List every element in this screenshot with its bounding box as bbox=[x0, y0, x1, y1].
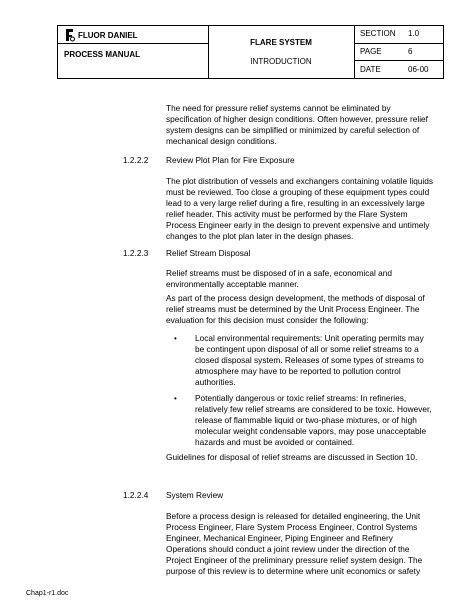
section-paragraph bbox=[166, 511, 422, 577]
text-line: Operations should conduct a joint review under the direction of the bbox=[166, 544, 410, 554]
section-paragraph bbox=[166, 293, 425, 326]
text-line: must be reviewed. Too close a grouping of these equipment types could bbox=[166, 187, 430, 197]
text-line: atmosphere may have to be reported to pollution control bbox=[195, 366, 401, 376]
section-number: 1.2.2.3 bbox=[123, 248, 149, 258]
section-value: 1.0 bbox=[408, 29, 420, 38]
section-number: 1.2.2.4 bbox=[123, 490, 149, 500]
text-line: mechanical design conditions. bbox=[166, 136, 277, 146]
text-line: Potentially dangerous or toxic relief streams: In refineries, bbox=[195, 393, 407, 403]
text-line: relief header. This activity must be performed by the Flare System bbox=[166, 209, 408, 219]
text-line: Engineer, Mechanical Engineer, Piping Engineer and Refinery bbox=[166, 533, 393, 543]
section-label: SECTION bbox=[360, 29, 396, 38]
text-line: system designs can be simplified or minimized by careful selection of bbox=[166, 125, 420, 135]
text-line: closed disposal system. Releases of some types of streams to bbox=[195, 355, 424, 365]
page-label: PAGE bbox=[360, 47, 382, 56]
footer-filename: Chap1-r1.doc bbox=[26, 590, 69, 597]
section-title: System Review bbox=[166, 490, 224, 500]
text-line: molecular weight condensable vapors, may pose unacceptable bbox=[195, 426, 427, 436]
text-line: environmentally acceptable manner. bbox=[166, 279, 299, 289]
bullet-icon: • bbox=[174, 334, 177, 343]
text-line: Before a process design is released for detailed engineering, the Unit bbox=[166, 511, 421, 521]
text-line: relief streams must be determined by the Unit Process Engineer. The bbox=[166, 304, 420, 314]
text-line: The plot distribution of vessels and exchangers containing volatile liquids bbox=[166, 176, 434, 186]
text-line: be contingent upon disposal of all or some relief streams to a bbox=[195, 344, 419, 354]
section-paragraph bbox=[166, 176, 433, 242]
text-line: relatively few relief streams are considered to be toxic. However, bbox=[195, 404, 432, 414]
bullet-item bbox=[195, 393, 432, 448]
intro-paragraph bbox=[166, 103, 428, 147]
manual-name: PROCESS MANUAL bbox=[64, 50, 141, 59]
text-line: specification of higher design conditions. Often however, pressure relief bbox=[166, 114, 428, 124]
text-line: hazards and must be avoided or contained. bbox=[195, 437, 355, 447]
header-divider bbox=[354, 43, 443, 44]
text-line: evaluation for this decision must consider the following: bbox=[166, 315, 369, 325]
text-line: The need for pressure relief systems cannot be eliminated by bbox=[166, 103, 391, 113]
text-line: As part of the process design development, the methods of disposal of bbox=[166, 293, 425, 303]
text-line: authorities. bbox=[195, 377, 236, 387]
header-divider bbox=[58, 43, 208, 44]
text-line: changes to the plot plan later in the design phases. bbox=[166, 231, 354, 241]
document-header bbox=[57, 25, 444, 79]
text-line: Project Engineer of the preliminary pressure relief system design. The bbox=[166, 555, 423, 565]
section-title: Review Plot Plan for Fire Exposure bbox=[166, 155, 295, 165]
date-label: DATE bbox=[360, 65, 381, 74]
section-title: Relief Stream Disposal bbox=[166, 248, 251, 258]
text-line: Process Engineer early in the design to prevent expensive and untimely bbox=[166, 220, 430, 230]
section-paragraph bbox=[166, 268, 392, 290]
text-line: release of flammable liquid or two-phase mixtures, or of high bbox=[195, 415, 417, 425]
bullet-icon: • bbox=[174, 394, 177, 403]
page-value: 6 bbox=[408, 47, 413, 56]
doc-title: FLARE SYSTEM bbox=[250, 38, 312, 47]
text-line: purpose of this review is to determine where unit economics or safety bbox=[166, 566, 421, 576]
section-number: 1.2.2.2 bbox=[123, 155, 149, 165]
doc-subtitle: INTRODUCTION bbox=[250, 57, 312, 66]
text-line: Local environmental requirements: Unit operating permits may bbox=[195, 333, 424, 343]
text-line: Process Engineer, Flare System Process Engineer, Control Systems bbox=[166, 522, 418, 532]
bullet-item bbox=[195, 333, 424, 388]
text-line: lead to a very large relief during a fire, resulting in an excessively large bbox=[166, 198, 425, 208]
date-value: 06-00 bbox=[408, 65, 429, 74]
text-line: Relief streams must be disposed of in a safe, economical and bbox=[166, 268, 392, 278]
section-closing: Guidelines for disposal of relief streams are discussed in Section 10. bbox=[166, 452, 418, 462]
header-divider bbox=[208, 26, 209, 78]
fluor-logo-icon bbox=[63, 28, 75, 42]
company-name: FLUOR DANIEL bbox=[78, 31, 138, 40]
header-divider bbox=[354, 26, 355, 78]
header-divider bbox=[354, 60, 443, 61]
